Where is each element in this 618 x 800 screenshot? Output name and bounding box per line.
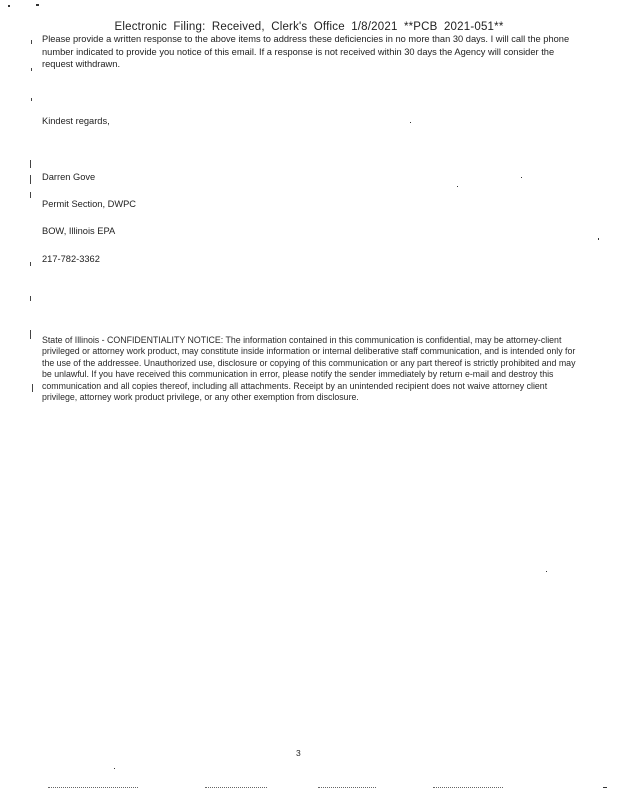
- footer-rule: [48, 787, 138, 789]
- margin-tick: [31, 68, 32, 71]
- margin-tick: [30, 330, 31, 339]
- margin-tick: [30, 175, 31, 184]
- margin-tick: [32, 384, 33, 392]
- scan-speck: [521, 177, 522, 178]
- filing-stamp: Electronic Filing: Received, Clerk's Office 1/8/2021 **PCB 2021-051**: [114, 21, 504, 33]
- signature-bureau: BOW, Illinois EPA: [42, 226, 116, 236]
- scan-speck: [546, 571, 547, 572]
- margin-tick: [30, 192, 31, 198]
- margin-tick: [30, 262, 31, 266]
- margin-tick: [31, 98, 32, 101]
- footer-rule: [205, 787, 267, 789]
- scan-speck: [36, 4, 39, 6]
- scan-speck: [8, 5, 10, 7]
- closing-line: Kindest regards,: [42, 116, 110, 126]
- scan-speck: [114, 768, 115, 769]
- footer-rule: [318, 787, 376, 789]
- signature-name: Darren Gove: [42, 172, 96, 182]
- signature-phone: 217-782-3362: [42, 254, 100, 264]
- scan-speck: [598, 238, 599, 240]
- confidentiality-notice: State of Illinois - CONFIDENTIALITY NOTICE: The information contained in this communication is confidential, may be attorney-client privileged or attorney work product, may constitute inside information or internal deliberative staff communication, and is intended only for the use of the addressee. Unauthorized use, disclosure or copying of this communication or any part thereof is strictly prohibited and may be unlawful. If you have received this communication in error, please notify the sender immediately by return e-mail and destroy this communication and all copies thereof, including all attachments. Receipt by an unintended recipient does not waive attorney client privilege, attorney work product privilege, or any other exemption from disclosure.: [42, 335, 576, 403]
- intro-paragraph: Please provide a written response to the above items to address these deficiencies in no more than 30 days. I will call the phone number indicated to provide you notice of this email. If a response is not received within 30 days the Agency will consider the request withdrawn.: [42, 34, 570, 69]
- scan-speck: [603, 787, 607, 788]
- scan-speck: [457, 186, 458, 187]
- page-number: 3: [296, 748, 301, 758]
- margin-tick: [30, 160, 31, 168]
- footer-rule: [433, 787, 503, 789]
- signature-section: Permit Section, DWPC: [42, 199, 137, 209]
- margin-tick: [30, 296, 31, 301]
- margin-tick: [31, 40, 32, 44]
- scan-speck: [410, 122, 411, 123]
